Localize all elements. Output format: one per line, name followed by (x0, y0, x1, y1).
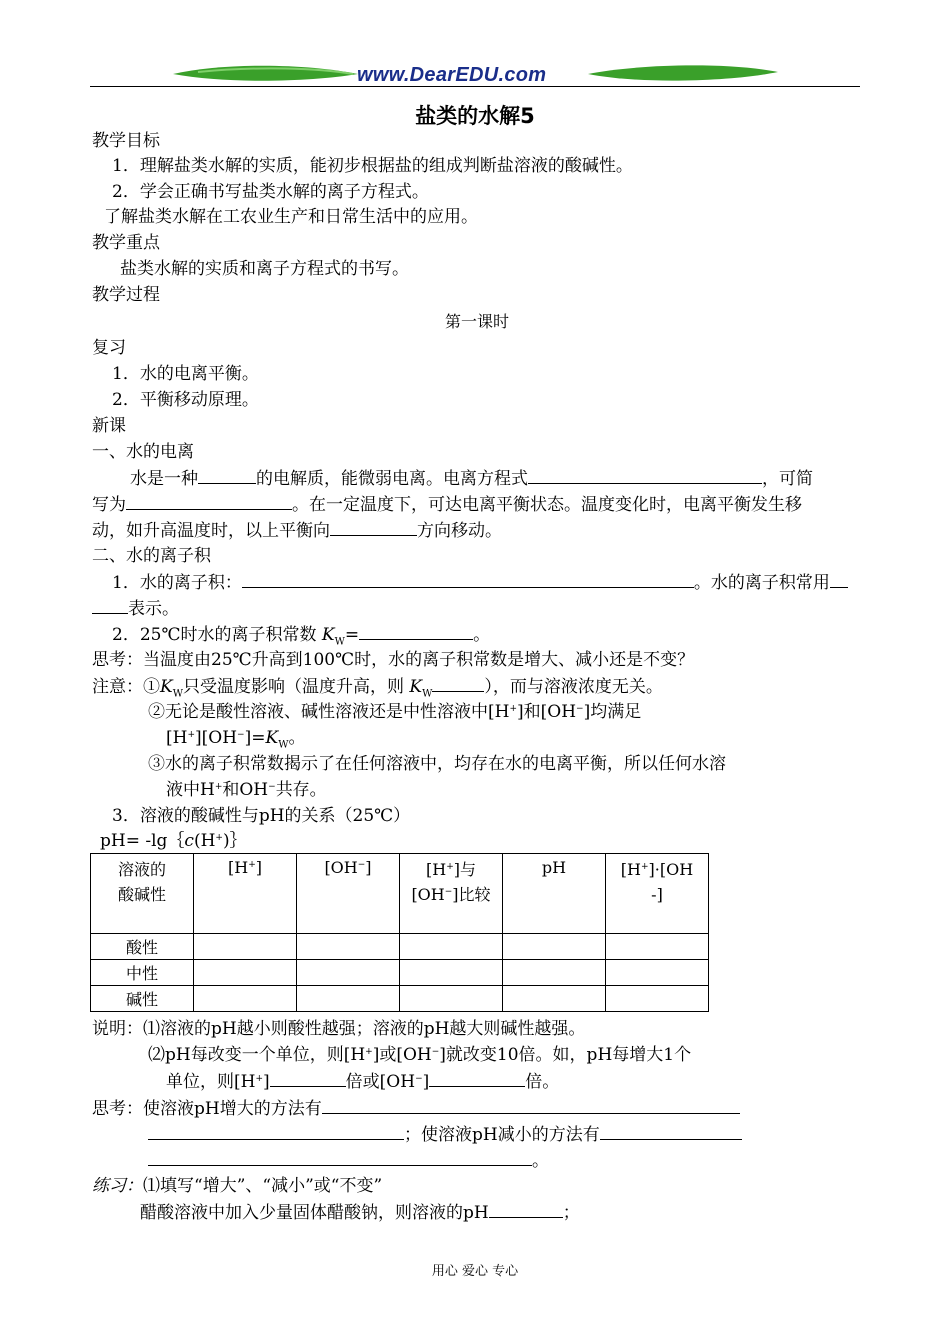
lesson-label: 第一课时 (445, 312, 510, 331)
fill-blank[interactable] (429, 1070, 525, 1087)
section-1-heading: 一、水的电离 (92, 442, 194, 462)
fill-blank[interactable] (270, 1070, 346, 1087)
heading-objectives: 教学目标 (92, 131, 160, 151)
table-cell[interactable] (194, 960, 297, 986)
paragraph-line-2: 写为 。在一定温度下，可达电离平衡状态。温度变化时，电离平衡发生移 (92, 495, 802, 515)
explain-1: 说明：⑴溶液的pH越小则酸性越强；溶液的pH越大则碱性越强。 (92, 1019, 586, 1039)
objective-3: 了解盐类水解在工农业生产和日常生活中的应用。 (104, 207, 478, 227)
page-title: 盐类的水解5 (415, 104, 535, 128)
note-1: 注意：$①K_W$只受温度影响（温度升高，则 $K_W$ ），而与溶液浓度无关。 (92, 677, 663, 700)
fill-blank[interactable] (330, 519, 417, 536)
review-2: 2．平衡移动原理。 (112, 390, 259, 410)
table-header-cell: [H+]与 [OH−]比较 (400, 854, 503, 934)
fill-blank[interactable] (198, 467, 256, 484)
fill-blank[interactable] (600, 1123, 742, 1140)
fill-blank[interactable] (359, 623, 473, 640)
section-2-heading: 二、水的离子积 (92, 546, 211, 566)
objective-2: 2．学会正确书写盐类水解的离子方程式。 (112, 182, 429, 202)
fill-blank[interactable] (148, 1149, 532, 1166)
note-2: ②无论是酸性溶液、碱性溶液还是中性溶液中[H+]和[OH−]均满足 (148, 702, 642, 722)
table-cell[interactable] (400, 986, 503, 1012)
table-header-cell: pH (503, 854, 606, 934)
table-row (91, 934, 709, 960)
note-3: ③水的离子积常数揭示了在任何溶液中，均存在水的电离平衡，所以任何水溶 (148, 754, 726, 774)
fill-blank[interactable] (830, 571, 848, 588)
ph-formula: pH= -lg｛c(H+)｝ (100, 831, 247, 851)
table-cell[interactable] (297, 986, 400, 1012)
table-header-cell: [H+] (194, 854, 297, 934)
think-2-cont: ；使溶液pH减小的方法有 (148, 1123, 742, 1146)
row-label: 酸性 (91, 934, 194, 960)
review-1: 1．水的电离平衡。 (112, 364, 259, 384)
page-footer: 用心 爱心 专心 (431, 1264, 519, 1279)
table-header-cell: 溶液的 酸碱性 (91, 854, 194, 934)
row-label: 碱性 (91, 986, 194, 1012)
fill-blank[interactable] (489, 1201, 563, 1218)
fill-blank[interactable] (528, 467, 762, 484)
ion-product-line: 1．水的离子积： 。水的离子积常用 (112, 571, 848, 594)
table-cell[interactable] (606, 960, 709, 986)
paragraph-line-1: 水是一种 的电解质，能微弱电离。电离方程式 ，可简 (130, 469, 813, 489)
table-cell[interactable] (297, 960, 400, 986)
explain-2-cont: 单位，则[H+] 倍或[OH−] 倍。 (166, 1072, 560, 1092)
ion-product-line-2: 表示。 (92, 597, 179, 620)
think-2: 思考：使溶液pH增大的方法有 (92, 1097, 740, 1120)
table-header-row (91, 854, 709, 934)
table-cell[interactable] (503, 986, 606, 1012)
section-3-heading: 3．溶液的酸碱性与pH的关系（25℃） (112, 806, 411, 826)
table-cell[interactable] (503, 934, 606, 960)
practice-heading: 练习：⑴填写“增大”、“减小”或“不变” (92, 1176, 383, 1196)
explain-2: ⑵pH每改变一个单位，则[H+]或[OH−]就改变10倍。如，pH每增大1个 (148, 1045, 692, 1065)
focus-text: 盐类水解的实质和离子方程式的书写。 (120, 259, 409, 279)
heading-focus: 教学重点 (92, 233, 160, 253)
note-3-cont: 液中H+和OH−共存。 (166, 780, 327, 800)
think-question: 思考：当温度由25℃升高到100℃时，水的离子积常数是增大、减小还是不变？ (92, 650, 695, 670)
fill-blank[interactable] (432, 675, 484, 692)
heading-review: 复习 (92, 338, 126, 358)
heading-process: 教学过程 (92, 285, 160, 305)
note-2-formula: $[H^+][OH^-]=K_W$。 (166, 728, 306, 751)
ph-table (90, 853, 709, 1012)
table-cell[interactable] (297, 934, 400, 960)
fill-blank[interactable] (126, 493, 292, 510)
fill-blank[interactable] (242, 571, 694, 588)
table-cell[interactable] (503, 960, 606, 986)
table-header-cell: [H+]·[OH -] (606, 854, 709, 934)
fill-blank[interactable] (92, 597, 128, 614)
paragraph-line-3: 动，如升高温度时，以上平衡向 方向移动。 (92, 521, 502, 541)
table-row (91, 960, 709, 986)
heading-new: 新课 (92, 416, 126, 436)
table-cell[interactable] (400, 934, 503, 960)
table-row (91, 986, 709, 1012)
table-cell[interactable] (606, 986, 709, 1012)
table-cell[interactable] (606, 934, 709, 960)
objective-1: 1．理解盐类水解的实质，能初步根据盐的组成判断盐溶液的酸碱性。 (112, 156, 633, 176)
practice-1: 醋酸溶液中加入少量固体醋酸钠，则溶液的pH ； (140, 1203, 580, 1223)
table-header-cell: [OH−] (297, 854, 400, 934)
kw-line: 2．25℃时水的离子积常数 $K_W=$ 。 (112, 625, 491, 648)
logo-text: www.DearEDU.com (357, 64, 547, 86)
fill-blank[interactable] (322, 1097, 740, 1114)
fill-blank[interactable] (148, 1123, 404, 1140)
header-rule (90, 86, 860, 87)
think-2-end: 。 (148, 1149, 549, 1172)
table-cell[interactable] (194, 934, 297, 960)
row-label: 中性 (91, 960, 194, 986)
table-cell[interactable] (400, 960, 503, 986)
table-cell[interactable] (194, 986, 297, 1012)
